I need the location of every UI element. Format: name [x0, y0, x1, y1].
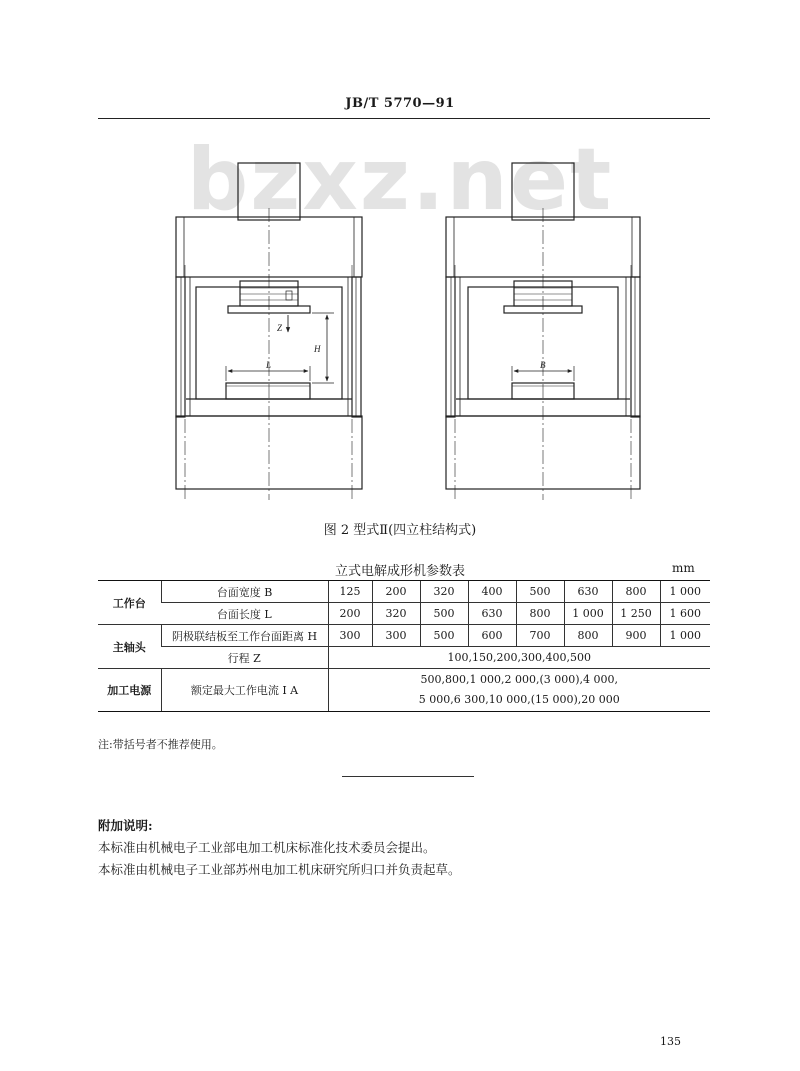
table-cell: 1 600	[660, 603, 710, 625]
additional-line-2: 本标准由机械电子工业部苏州电加工机床研究所归口并负责起草。	[98, 862, 461, 877]
table-row	[98, 603, 710, 625]
table-cell: 700	[516, 625, 564, 647]
additional-line-1: 本标准由机械电子工业部电加工机床标准化技术委员会提出。	[98, 840, 436, 855]
table-cell: 500	[420, 625, 468, 647]
table-row	[98, 581, 710, 603]
table-cell: 1 250	[612, 603, 660, 625]
additional-notes	[98, 815, 461, 881]
group-worktable: 工作台	[98, 581, 161, 625]
table-row	[98, 625, 710, 647]
table-cell: 200	[328, 603, 372, 625]
row-label-distance: 阴极联结板至工作台面距离 H	[161, 625, 328, 647]
row-label-width: 台面宽度 B	[161, 581, 328, 603]
table-cell: 300	[372, 625, 420, 647]
table-note: 注:带括号者不推荐使用。	[98, 738, 223, 751]
stroke-values: 100,150,200,300,400,500	[328, 647, 710, 669]
row-label-length: 台面长度 L	[161, 603, 328, 625]
table-cell: 300	[328, 625, 372, 647]
table-cell: 1 000	[564, 603, 612, 625]
additional-heading: 附加说明:	[98, 818, 153, 833]
press-right-drawing	[446, 163, 640, 500]
current-values	[328, 669, 710, 712]
figure-drawing	[150, 150, 650, 510]
table-cell: 320	[372, 603, 420, 625]
label-h: H	[314, 344, 321, 354]
header-rule	[98, 118, 710, 119]
column-left-outer-right	[446, 277, 455, 417]
table-cell: 630	[564, 581, 612, 603]
group-spindle: 主轴头	[98, 625, 161, 669]
press-left-drawing	[176, 163, 362, 500]
table-title: 立式电解成形机参数表	[334, 564, 465, 579]
table-cell: 630	[468, 603, 516, 625]
label-z: Z	[277, 323, 283, 333]
current-values-line1: 500,800,1 000,2 000,(3 000),4 000,	[420, 673, 619, 686]
table-cell: 800	[564, 625, 612, 647]
table-cell: 200	[372, 581, 420, 603]
table-cell: 320	[420, 581, 468, 603]
table-cell: 1 000	[660, 581, 710, 603]
page-number: 135	[660, 1035, 681, 1048]
table-cell: 600	[468, 625, 516, 647]
table-cell: 1 000	[660, 625, 710, 647]
table-row	[98, 647, 710, 669]
table-cell: 500	[420, 603, 468, 625]
label-b: B	[540, 360, 546, 370]
document-header: JB/T 5770—91	[345, 96, 455, 111]
table-cell: 400	[468, 581, 516, 603]
column-left-outer	[176, 277, 185, 417]
table-cell: 900	[612, 625, 660, 647]
column-right-outer	[352, 277, 361, 417]
column-right-outer-right	[631, 277, 640, 417]
table-cell: 125	[328, 581, 372, 603]
table-cell: 800	[516, 603, 564, 625]
figure-caption: 图 2 型式Ⅱ(四立柱结构式)	[323, 523, 477, 538]
parameter-table	[98, 580, 710, 712]
table-cell: 500	[516, 581, 564, 603]
table-unit: mm	[672, 561, 695, 575]
row-label-current: 额定最大工作电流 I A	[161, 669, 328, 712]
label-l: L	[266, 360, 272, 370]
row-label-stroke: 行程 Z	[161, 647, 328, 669]
section-separator	[342, 776, 474, 777]
table-row	[98, 669, 710, 712]
current-values-line2: 5 000,6 300,10 000,(15 000),20 000	[418, 693, 620, 706]
table-cell: 800	[612, 581, 660, 603]
watermark: bzxz.net	[186, 130, 614, 230]
work-table-left	[226, 383, 310, 399]
group-power: 加工电源	[98, 669, 161, 712]
